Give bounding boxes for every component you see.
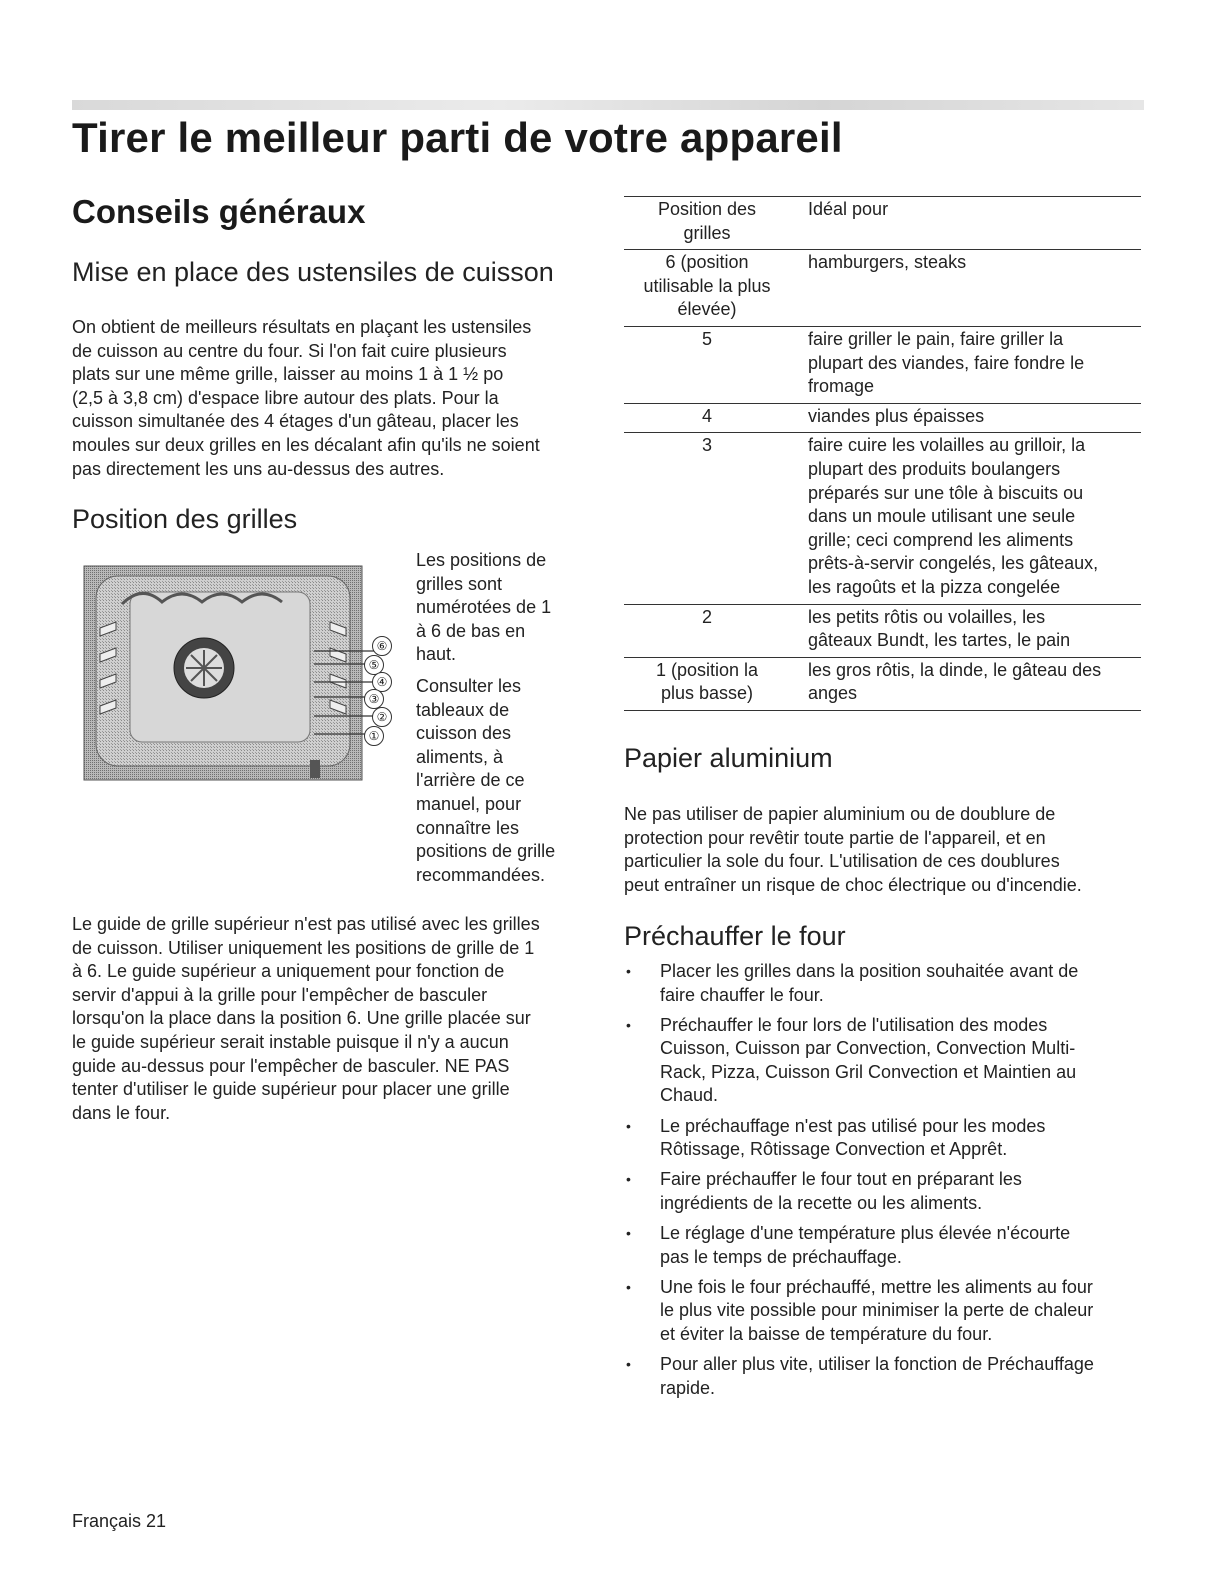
text-line: Faire préchauffer le four tout en préparant les [660, 1169, 1022, 1190]
text-line: à 6 de bas en [416, 620, 526, 641]
text-line: particulier la sole du four. L'utilisation de ces doublures [624, 851, 1060, 872]
rack-position-label: ③ [364, 689, 384, 709]
text-line: Préchauffer le four lors de l'utilisation des modes [660, 1014, 1048, 1035]
text-line: de cuisson. Utiliser uniquement les positions de grille de 1 [72, 937, 535, 958]
text-line: haut. [416, 644, 457, 665]
text-line: recommandées. [416, 864, 546, 885]
text-line: connaître les [416, 817, 520, 838]
text-line: élevée) [677, 299, 737, 320]
bullet-icon: • [626, 1171, 631, 1188]
text-line: faire griller le pain, faire griller la [808, 328, 1064, 349]
text-line: viandes plus épaisses [808, 405, 985, 426]
bullet-icon: • [626, 1016, 631, 1033]
text-line: manuel, pour [416, 793, 522, 814]
text-line: pas directement les uns au-dessus des autres. [72, 458, 445, 479]
text-line: aliments, à [416, 746, 504, 767]
text-line: positions de grille [416, 841, 556, 862]
text-line: numérotées de 1 [416, 597, 552, 618]
paragraph-aluminum-foil [624, 803, 1144, 897]
text-line: dans le four. [72, 1102, 171, 1123]
page-footer: Français 21 [72, 1511, 167, 1531]
text-line: Placer les grilles dans la position souhaitée avant de [660, 961, 1079, 981]
rack-position-label: ① [364, 726, 384, 746]
text-line: protection pour revêtir toute partie de l'appareil, et en [624, 827, 1046, 848]
text-line: dans un moule utilisant une seule [808, 506, 1076, 527]
paragraph-cookware [72, 316, 592, 481]
text-line: Rack, Pizza, Cuisson Gril Convection et Maintien au [660, 1061, 1077, 1082]
cell-ideal [796, 250, 1141, 327]
list-item [624, 1353, 1144, 1400]
text-line: peut entraîner un risque de choc électrique ou d'incendie. [624, 874, 1082, 895]
text-line: ingrédients de la recette ou les aliments. [660, 1192, 983, 1213]
text-line: faire cuire les volailles au grilloir, la [808, 435, 1086, 456]
text-line: On obtient de meilleurs résultats en plaçant les ustensiles [72, 317, 532, 337]
list-item [624, 1276, 1144, 1347]
oven-interior-illustration [82, 564, 402, 784]
text-line: le plus vite possible pour minimiser la perte de chaleur [660, 1300, 1094, 1321]
text-line: Une fois le four préchauffé, mettre les aliments au four [660, 1276, 1093, 1297]
text-line: Pour aller plus vite, utiliser la fonction de Préchauffage [660, 1353, 1094, 1374]
table-row [624, 250, 1141, 327]
heading-preheat: Préchauffer le four [624, 921, 846, 951]
text-line: 6 (position [665, 252, 749, 273]
text-line: prêts-à-servir congelés, les gâteaux, [808, 553, 1099, 574]
text-line: cuisson des [416, 723, 512, 744]
cell-position [624, 403, 796, 433]
column-header-ideal [796, 197, 1141, 250]
bullet-icon: • [626, 1278, 631, 1295]
text-line: de cuisson au centre du four. Si l'on fait cuire plusieurs [72, 340, 507, 361]
list-item [624, 1115, 1144, 1162]
text-line: les petits rôtis ou volailles, les [808, 606, 1046, 627]
header-rule [72, 100, 1144, 110]
text-line: cuisson simultanée des 4 étages d'un gâteau, placer les [72, 411, 519, 432]
text-line: lorsqu'on la place dans la position 6. Une grille placée sur [72, 1008, 531, 1029]
bullet-icon: • [626, 963, 631, 979]
bullet-icon: • [626, 1117, 631, 1134]
oven-rack-diagram [82, 564, 402, 784]
text-line: Consulter les [416, 676, 522, 696]
table-header-row [624, 197, 1141, 250]
text-line: hamburgers, steaks [808, 252, 967, 273]
cell-ideal [796, 604, 1141, 657]
bullet-icon: • [626, 1355, 631, 1372]
cell-position [624, 657, 796, 710]
text-line: 1 (position la [655, 659, 759, 680]
text-line: plats sur une même grille, laisser au moins 1 à 1 ½ po [72, 364, 504, 385]
text-line: Le guide de grille supérieur n'est pas utilisé avec les grilles [72, 914, 540, 934]
text-line: gâteaux Bundt, les tartes, le pain [808, 630, 1071, 651]
text-line: utilisable la plus [643, 275, 771, 296]
text-line: servir d'appui à la grille pour l'empêcher de basculer [72, 984, 488, 1005]
text-line: le guide supérieur serait instable puisque il n'y a aucun [72, 1031, 509, 1052]
rack-positions-description [416, 549, 596, 667]
text-line: l'arrière de ce [416, 770, 525, 791]
cell-position [624, 604, 796, 657]
preheat-list [624, 960, 1144, 1407]
text-line: Le réglage d'une température plus élevée n'écourte [660, 1222, 1071, 1243]
text-line: les ragoûts et la pizza congelée [808, 576, 1061, 597]
column-header-position [624, 197, 796, 250]
text-line: Les positions de [416, 550, 547, 570]
text-line: Ne pas utiliser de papier aluminium ou de doublure de [624, 804, 1056, 824]
rack-position-label: ⑤ [364, 655, 384, 675]
text-line: plus basse) [660, 683, 754, 704]
text-line: rapide. [660, 1377, 716, 1398]
text-line: (2,5 à 3,8 cm) d'espace libre autour des plats. Pour la [72, 387, 499, 408]
heading-rack-positions: Position des grilles [72, 504, 298, 534]
cell-ideal [796, 403, 1141, 433]
table-row [624, 326, 1141, 403]
paragraph-top-guide [72, 913, 597, 1125]
table-row [624, 604, 1141, 657]
text-line: Idéal pour [808, 199, 889, 219]
text-line: Le préchauffage n'est pas utilisé pour les modes [660, 1115, 1046, 1136]
cell-ideal [796, 326, 1141, 403]
heading-aluminum-foil: Papier aluminium [624, 743, 833, 773]
text-line: grille; ceci comprend les aliments [808, 529, 1074, 550]
list-item [624, 1168, 1144, 1215]
text-line: grilles sont [416, 573, 503, 594]
text-line: 3 [701, 435, 712, 456]
list-item [624, 1014, 1144, 1108]
text-line: plupart des produits boulangers [808, 458, 1061, 479]
cell-position [624, 250, 796, 327]
text-line: tenter d'utiliser le guide supérieur pour placer une grille [72, 1079, 510, 1100]
text-line: Chaud. [660, 1085, 719, 1106]
text-line: 5 [701, 328, 712, 349]
list-item [624, 960, 1144, 1007]
text-line: à 6. Le guide supérieur a uniquement pour fonction de [72, 961, 505, 982]
rack-charts-reference [416, 675, 596, 887]
table-row [624, 657, 1141, 710]
text-line: 2 [701, 606, 712, 627]
bullet-icon: • [626, 1224, 631, 1241]
text-line: Rôtissage, Rôtissage Convection et Apprêt. [660, 1139, 1008, 1160]
rack-position-table [624, 196, 1141, 711]
table-row [624, 433, 1141, 604]
text-line: plupart des viandes, faire fondre le [808, 352, 1085, 373]
text-line: 4 [701, 405, 712, 426]
text-line: fromage [808, 376, 875, 397]
cell-ideal [796, 657, 1141, 710]
text-line: pas le temps de préchauffage. [660, 1246, 902, 1267]
text-line: préparés sur une tôle à biscuits ou [808, 482, 1084, 503]
heading-cookware-placement: Mise en place des ustensiles de cuisson [72, 257, 554, 287]
section-title-general-tips: Conseils généraux [72, 193, 366, 230]
text-line: guide au-dessus pour l'empêcher de basculer. NE PAS [72, 1055, 510, 1076]
text-line: anges [808, 683, 858, 704]
text-line: Cuisson, Cuisson par Convection, Convection Multi- [660, 1038, 1076, 1059]
cell-position [624, 433, 796, 604]
page-title: Tirer le meilleur parti de votre appareil [72, 114, 843, 161]
text-line: les gros rôtis, la dinde, le gâteau des [808, 659, 1102, 680]
text-line: Position des [657, 199, 757, 219]
cell-ideal [796, 433, 1141, 604]
rack-position-label: ④ [372, 672, 392, 692]
cell-position [624, 326, 796, 403]
rack-position-label: ⑥ [372, 636, 392, 656]
text-line: faire chauffer le four. [660, 984, 824, 1005]
text-line: moules sur deux grilles en les décalant afin qu'ils ne soient [72, 434, 540, 455]
text-line: tableaux de [416, 699, 510, 720]
list-item [624, 1222, 1144, 1269]
table-row [624, 403, 1141, 433]
rack-position-label: ② [372, 707, 392, 727]
text-line: grilles [683, 222, 731, 243]
text-line: et éviter la baisse de température du four. [660, 1323, 993, 1344]
